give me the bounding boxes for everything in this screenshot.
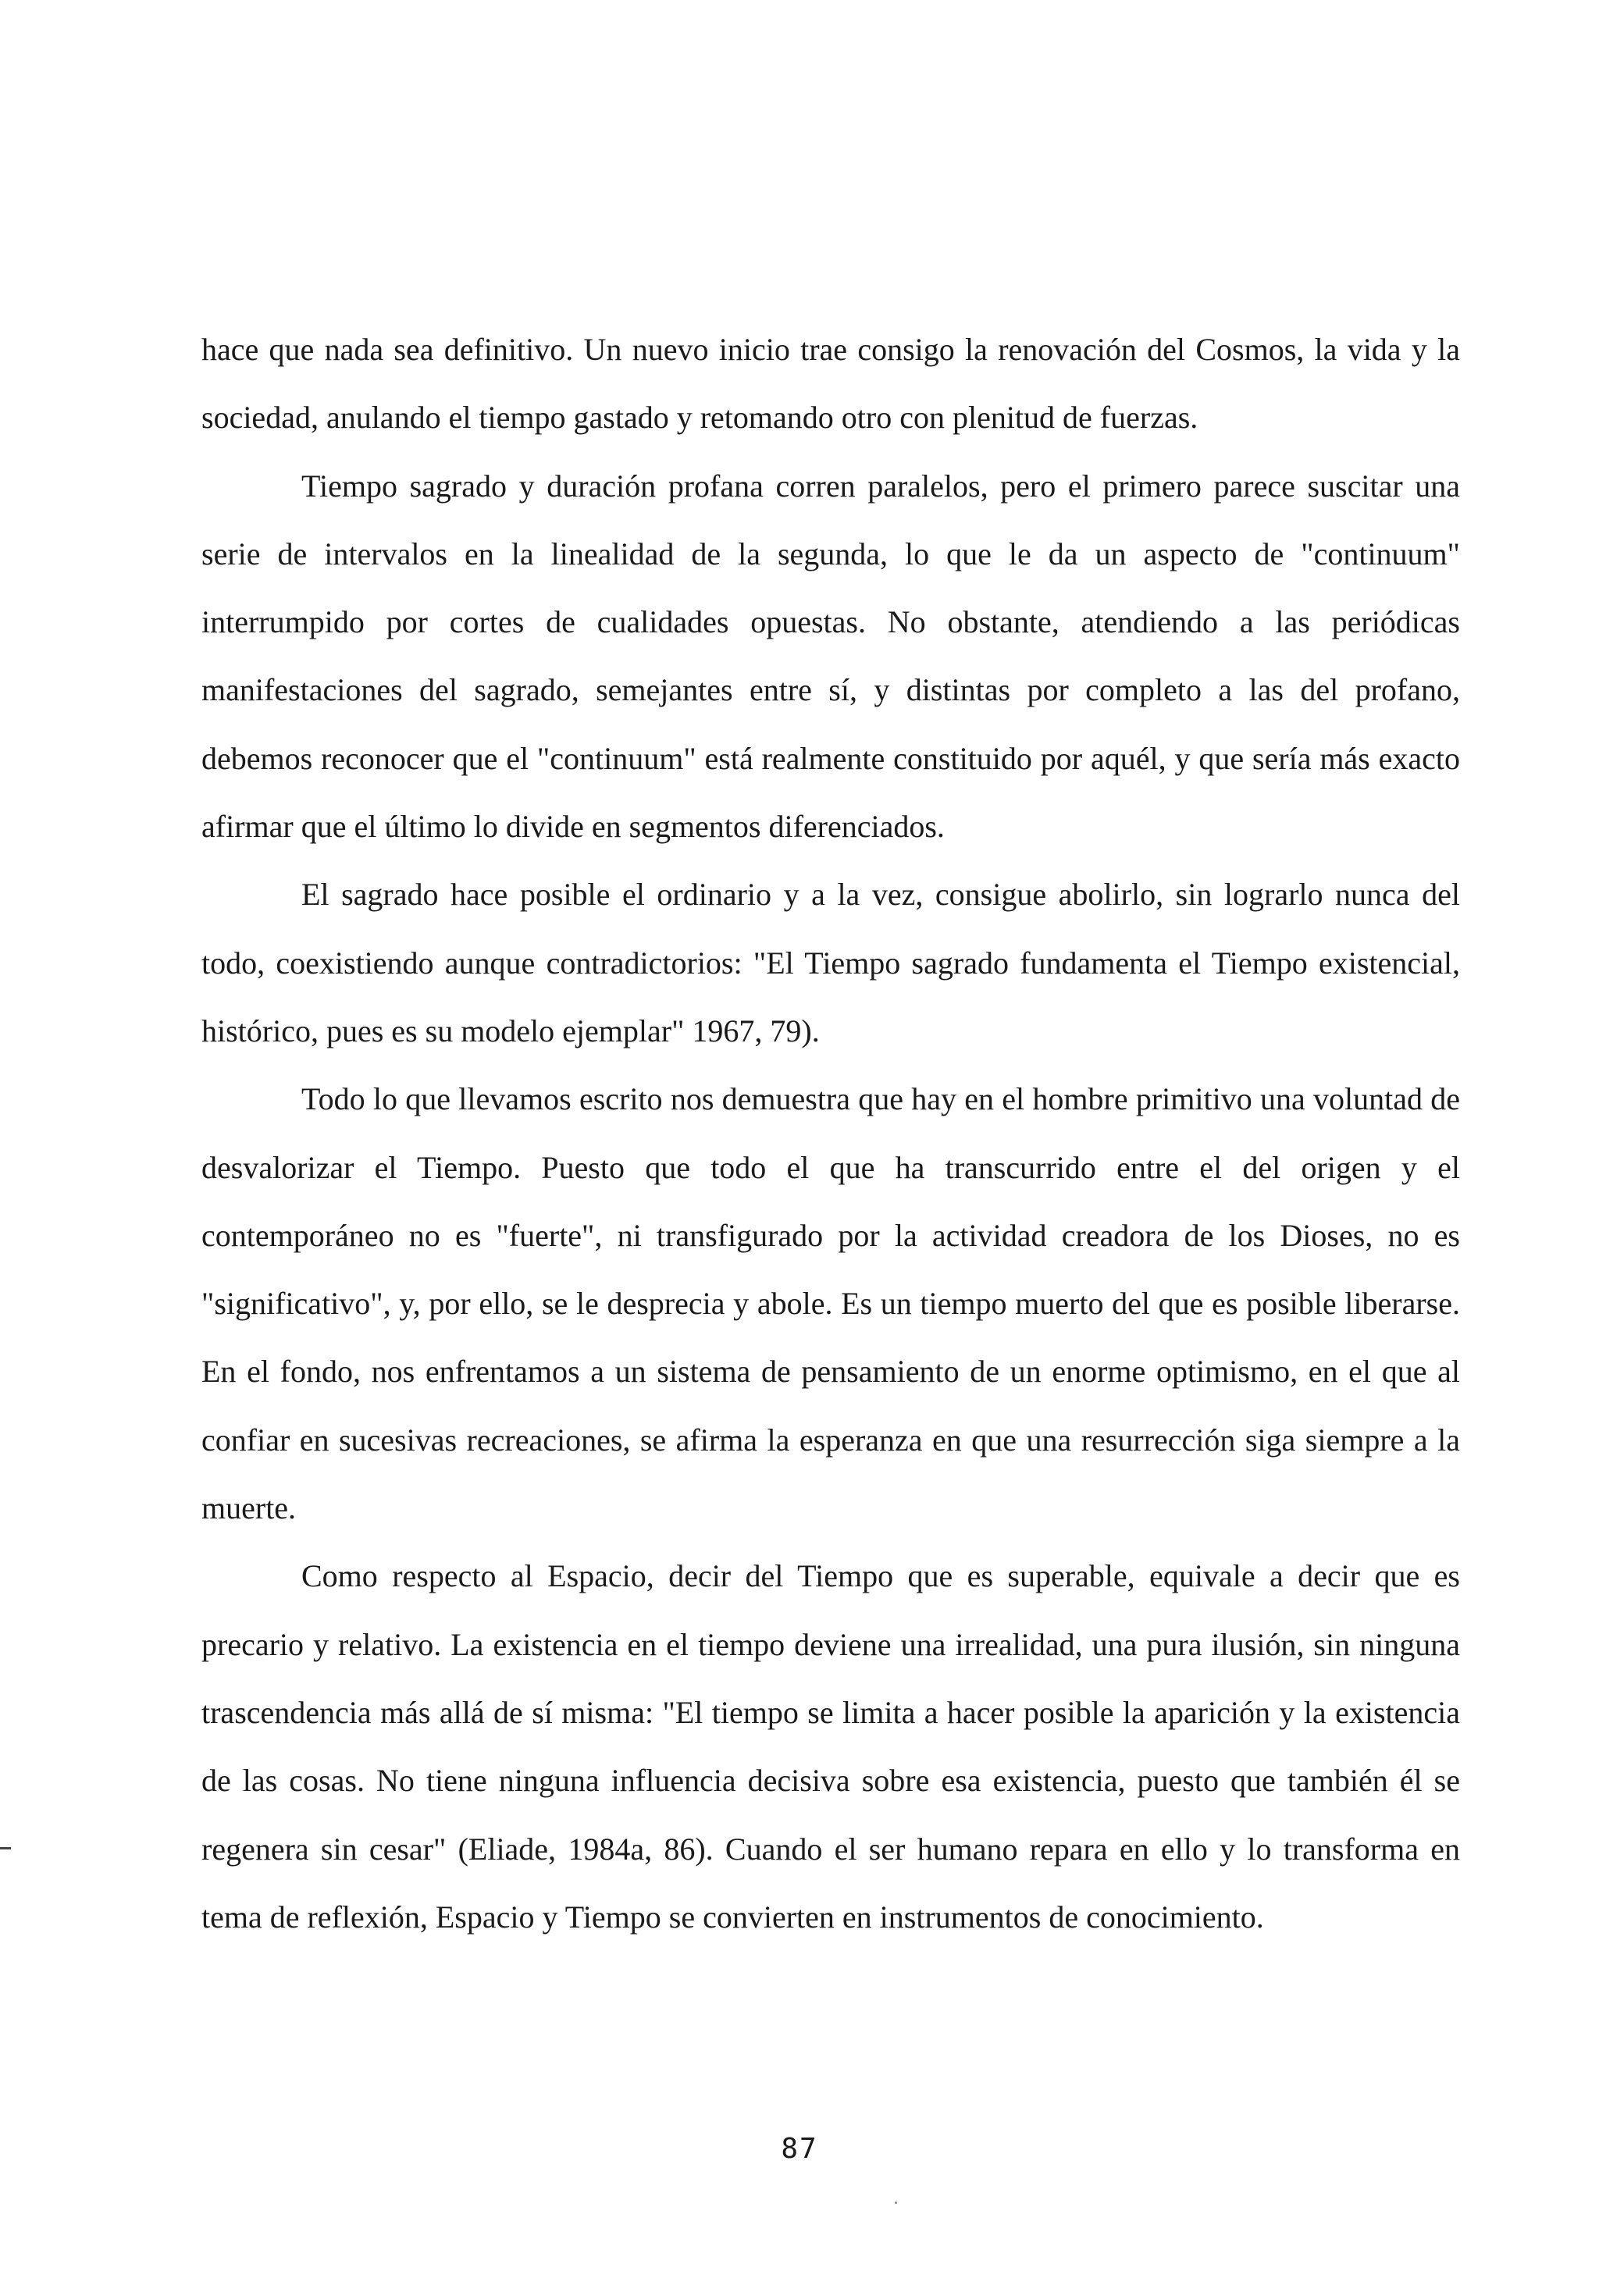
paragraph-el-sagrado: El sagrado hace posible el ordinario y a la vez, consigue abolirlo, sin lograrlo nunca del todo, coexistiendo aunque contradictorios: "El Tiempo sagrado fundamenta el Tiempo existencial, histórico, pues es su modelo ejemplar" 1967, 79). xyxy=(201,877,1460,1048)
scan-margin-mark xyxy=(0,1847,11,1849)
paragraph-hombre-primitivo: Todo lo que llevamos escrito nos demuestra que hay en el hombre primitivo una voluntad de desvalorizar el Tiempo. Puesto que todo el que ha transcurrido entre el del origen y el contemporáneo no es "fuerte", ni transfigurado por la actividad creadora de los Dioses, no es "significativo", y, por ello, se le desprecia y abole. Es un tiempo muerto del que es posible liberarse. En el fondo, nos enfrentamos a un sistema de pensamiento de un enorme optimismo, en el que al confiar en sucesivas recreaciones, se afirma la esperanza en que una resurrección siga siempre a la muerte. xyxy=(201,1081,1460,1526)
paragraph-espacio-tiempo: Como respecto al Espacio, decir del Tiempo que es superable, equivale a decir que es precario y relativo. La existencia en el tiempo deviene una irrealidad, una pura ilusión, sin ninguna trascendencia más allá de sí misma: "El tiempo se limita a hacer posible la aparición y la existencia de las cosas. No tiene ninguna influencia decisiva sobre esa existencia, puesto que también él se regenera sin cesar" (Eliade, 1984a, 86). Cuando el ser humano repara en ello y lo transforma en tema de reflexión, Espacio y Tiempo se convierten en instrumentos de conocimiento. xyxy=(201,1558,1460,1935)
page-number: 87 xyxy=(781,2133,818,2165)
body-text xyxy=(201,315,1460,1951)
paragraph-continuation: hace que nada sea definitivo. Un nuevo inicio trae consigo la renovación del Cosmos, la vida y la sociedad, anulando el tiempo gastado y retomando otro con plenitud de fuerzas. xyxy=(201,332,1460,436)
scan-speck xyxy=(895,2202,897,2204)
paragraph-tiempo-sagrado: Tiempo sagrado y duración profana corren paralelos, pero el primero parece suscitar una serie de intervalos en la linealidad de la segunda, lo que le da un aspecto de "continuum" interrumpido por cortes de cualidades opuestas. No obstante, atendiendo a las periódicas manifestaciones del sagrado, semejantes entre sí, y distintas por completo a las del profano, debemos reconocer que el "continuum" está realmente constituido por aquél, y que sería más exacto afirmar que el último lo divide en segmentos diferenciados. xyxy=(201,468,1460,845)
